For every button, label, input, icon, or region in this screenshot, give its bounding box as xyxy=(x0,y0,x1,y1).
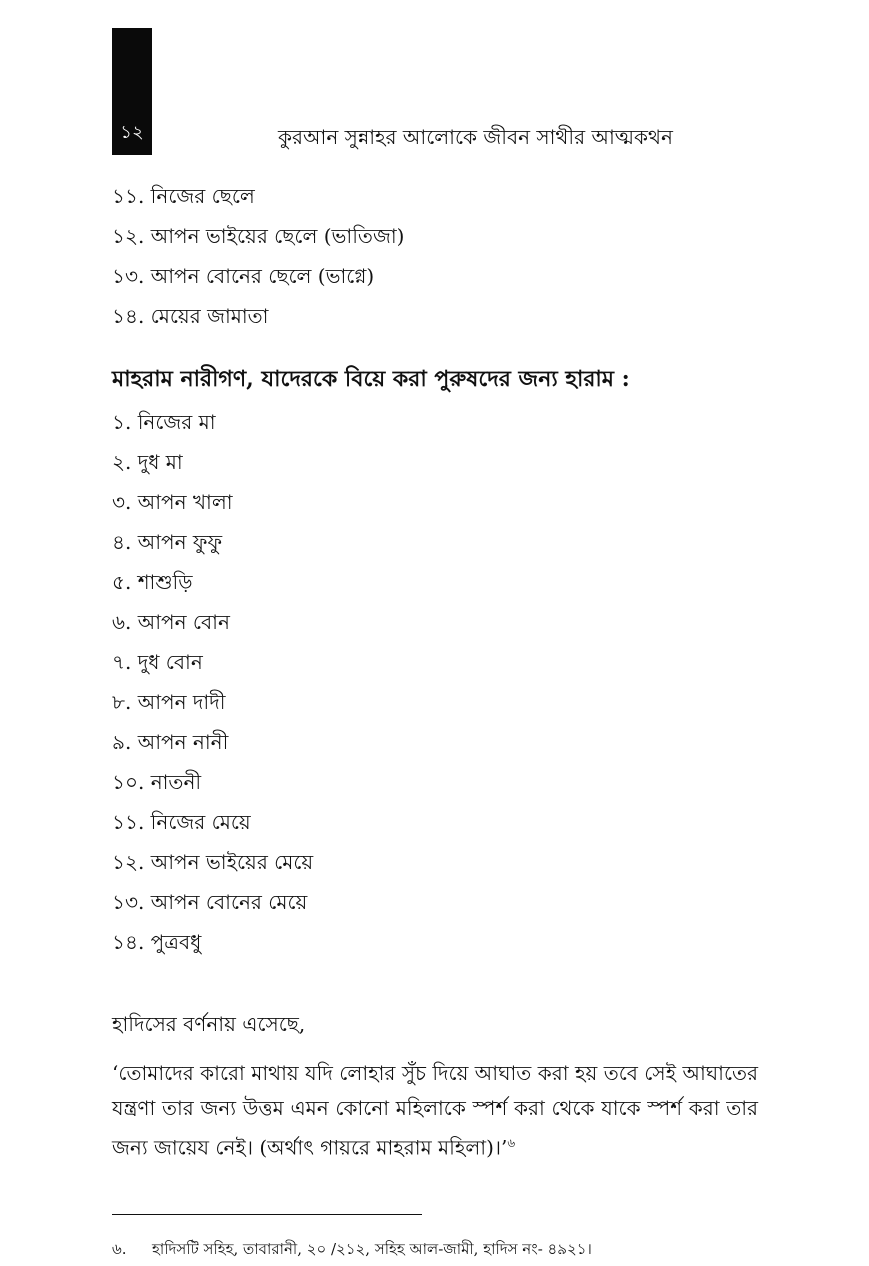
footnote-marker: ৬. xyxy=(112,1240,127,1258)
list-item: ১০. নাতনী xyxy=(112,770,202,794)
hadith-quote xyxy=(112,1056,758,1166)
page-number: ১২ xyxy=(120,122,144,143)
list-item: ৬. আপন বোন xyxy=(112,610,230,634)
mahram-men-list-continued xyxy=(112,176,404,336)
list-item: ১৩. আপন বোনের ছেলে (ভাগ্নে) xyxy=(112,264,375,288)
list-item: ৪. আপন ফুফু xyxy=(112,530,223,554)
footnote-divider xyxy=(112,1214,422,1215)
footnote-text: হাদিসটি সহিহ, তাবারানী, ২০ /২১২, সহিহ আল-জামী, হাদিস নং- ৪৯২১। xyxy=(152,1240,592,1258)
list-item: ৫. শাশুড়ি xyxy=(112,570,193,594)
section-heading: মাহরাম নারীগণ, যাদেরকে বিয়ে করা পুরুষদের জন্য হারাম : xyxy=(112,366,630,392)
hadith-intro: হাদিসের বর্ণনায় এসেছে, xyxy=(112,1012,306,1036)
list-item: ২. দুধ মা xyxy=(112,450,183,474)
list-item: ১. নিজের মা xyxy=(112,410,216,434)
mahram-women-list xyxy=(112,402,313,962)
list-item: ১৪. মেয়ের জামাতা xyxy=(112,304,269,328)
list-item: ১১. নিজের মেয়ে xyxy=(112,810,251,834)
hadith-quote-text: ‘তোমাদের কারো মাথায় যদি লোহার সুঁচ দিয়ে আঘাত করা হয় তবে সেই আঘাতের যন্ত্রণা তার জন্য উত্তম এমন কোনো মহিলাকে স্পর্শ করা থেকে যাকে স্পর্শ করা তার জন্য জায়েয নেই। (অর্থাৎ গায়রে মাহরাম মহিলা)।’ xyxy=(112,1061,758,1160)
running-title: কুরআন সুন্নাহর আলোকে জীবন সাথীর আত্মকথন xyxy=(278,125,673,149)
footnote xyxy=(112,1238,592,1263)
list-item: ৯. আপন নানী xyxy=(112,730,229,754)
page-number-tab xyxy=(112,28,152,155)
list-item: ১২. আপন ভাইয়ের ছেলে (ভাতিজা) xyxy=(112,224,405,248)
list-item: ৭. দুধ বোন xyxy=(112,650,203,674)
list-item: ১২. আপন ভাইয়ের মেয়ে xyxy=(112,850,314,874)
list-item: ১১. নিজের ছেলে xyxy=(112,184,255,208)
list-item: ৮. আপন দাদী xyxy=(112,690,226,714)
list-item: ৩. আপন খালা xyxy=(112,490,233,514)
footnote-reference: ৬ xyxy=(507,1136,516,1150)
list-item: ১৩. আপন বোনের মেয়ে xyxy=(112,890,308,914)
list-item: ১৪. পুত্রবধু xyxy=(112,930,202,954)
